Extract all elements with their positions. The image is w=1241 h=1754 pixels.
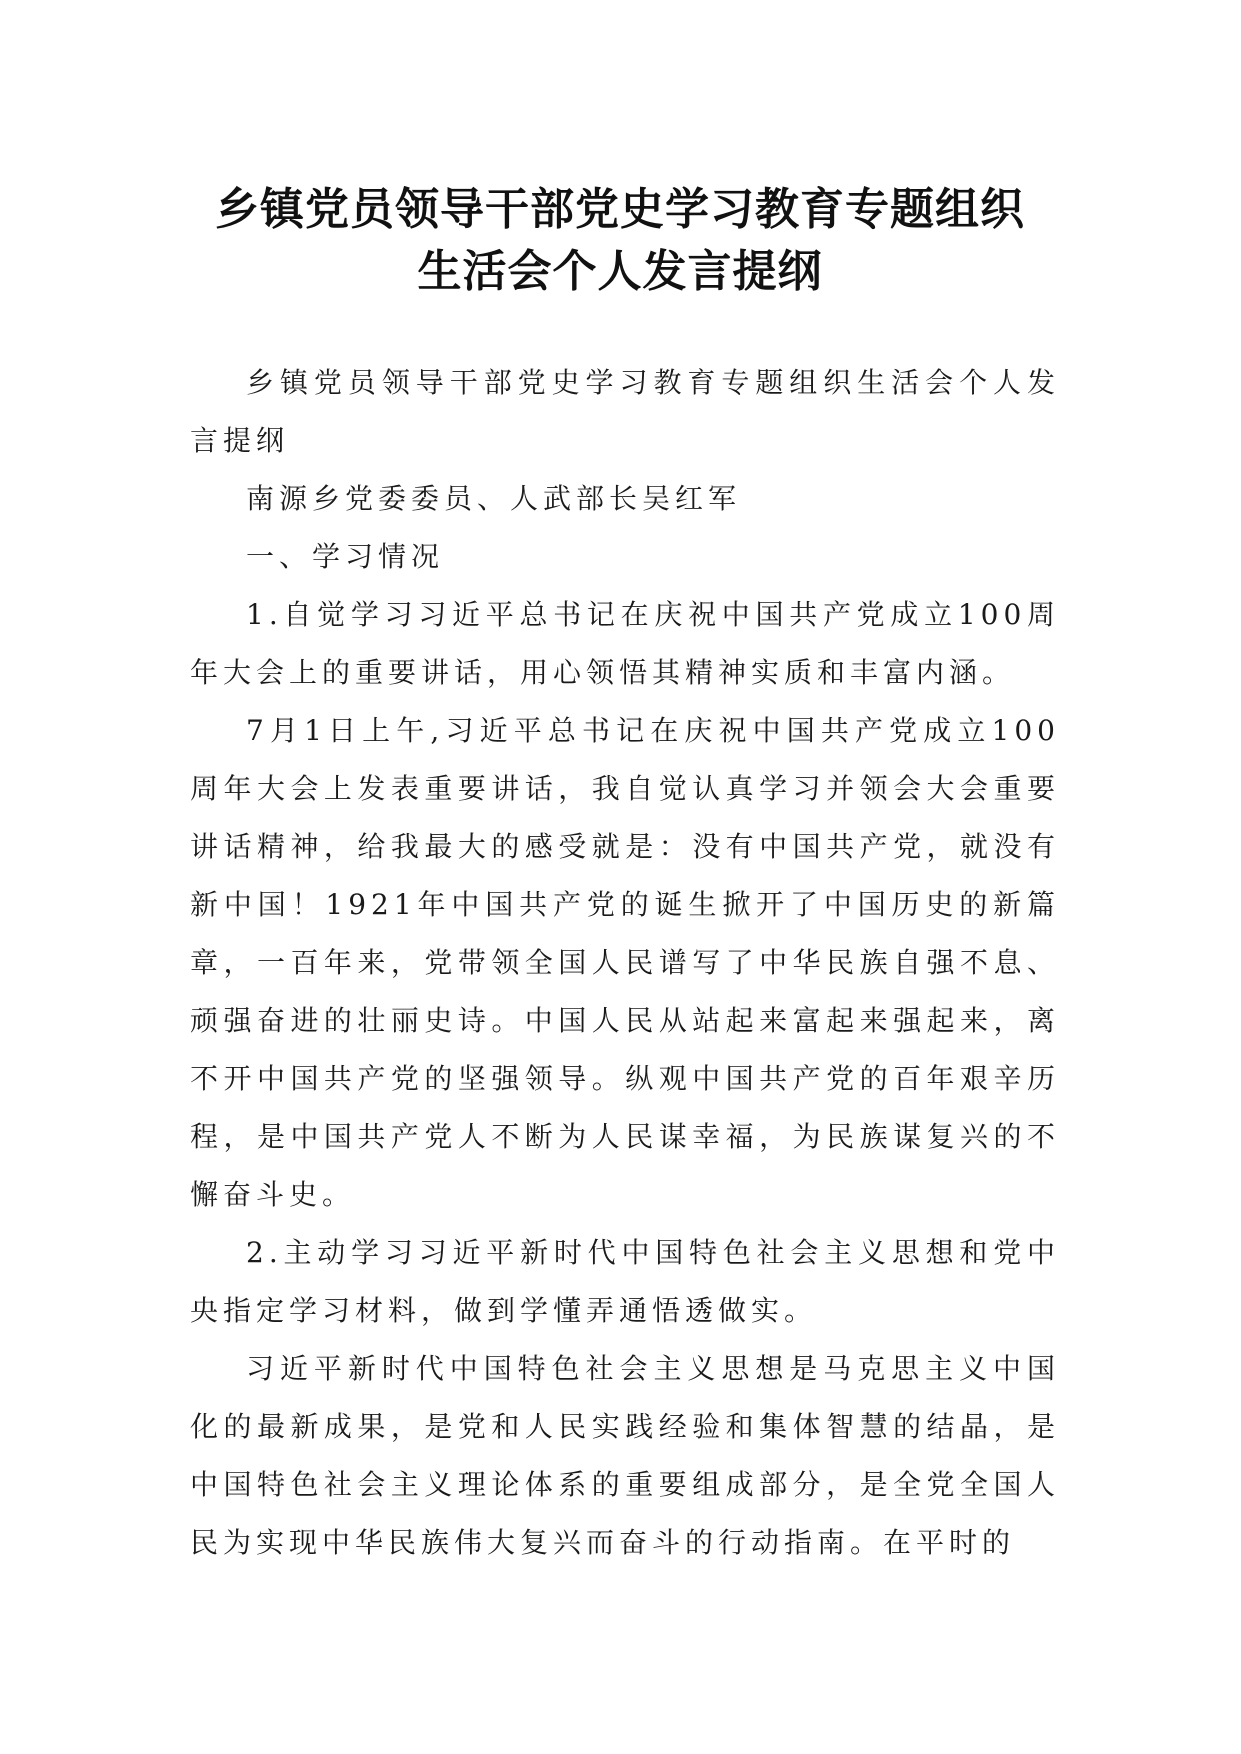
author-line: 南源乡党委委员、人武部长吴红军 <box>246 482 742 515</box>
title-line-2: 生活会个人发言提纲 <box>417 246 823 298</box>
document-body <box>190 354 1060 1572</box>
body-paragraph: 7月1日上午,习近平总书记在庆祝中国共产党成立100周年大会上发表重要讲话，我自觉认真学习并领会大会重要讲话精神，给我最大的感受就是：没有中国共产党，就没有新中国！1921年中国共产党的诞生掀开了中国历史的新篇章，一百年来，党带领全国人民谱写了中华民族自强不息、顽强奋进的壮丽史诗。中国人民从站起来富起来强起来，离不开中国共产党的坚强领导。纵观中国共产党的百年艰辛历程，是中国共产党人不断为人民谋幸福，为民族谋复兴的不懈奋斗史。 <box>190 714 1060 1211</box>
document-title <box>150 179 1090 303</box>
section-heading: 一、学习情况 <box>246 540 445 573</box>
body-paragraph: 2.主动学习习近平新时代中国特色社会主义思想和党中央指定学习材料，做到学懂弄通悟透做实。 <box>190 1236 1060 1327</box>
title-line-1: 乡镇党员领导干部党史学习教育专题组织 <box>215 184 1025 236</box>
subtitle-paragraph: 乡镇党员领导干部党史学习教育专题组织生活会个人发言提纲 <box>190 366 1060 457</box>
body-paragraph: 习近平新时代中国特色社会主义思想是马克思主义中国化的最新成果，是党和人民实践经验和集体智慧的结晶，是中国特色社会主义理论体系的重要组成部分，是全党全国人民为实现中华民族伟大复兴而奋斗的行动指南。在平时的 <box>190 1352 1060 1559</box>
body-paragraph: 1.自觉学习习近平总书记在庆祝中国共产党成立100周年大会上的重要讲话，用心领悟其精神实质和丰富内涵。 <box>190 598 1060 689</box>
